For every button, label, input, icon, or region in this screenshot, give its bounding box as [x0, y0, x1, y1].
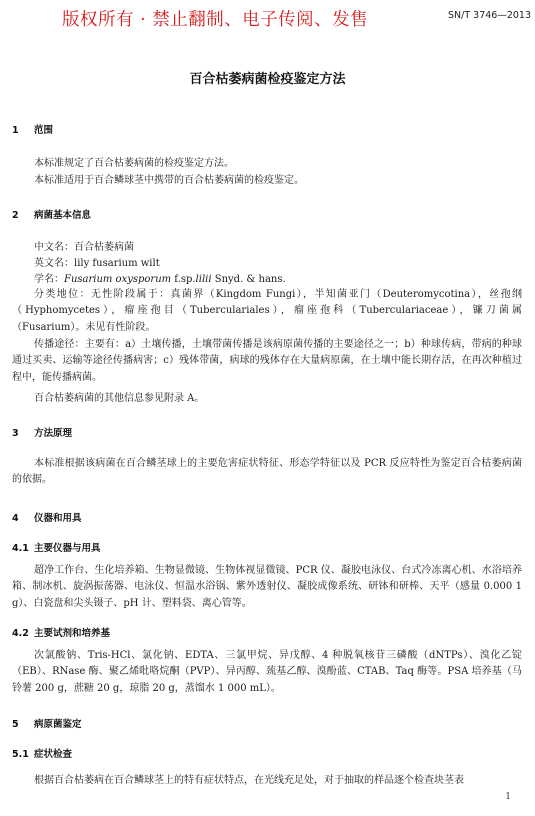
transmission-paragraph: 传播途径：主要有：a）土壤传播，土壤带菌传播是该病原菌传播的主要途径之一；b）种球传病，带病的种球通过买卖、运输等途径传播病害；c）残体带菌，病球的残体存在大量病原菌，在土壤中能长期存活，在再次种植过程中，能传播病菌。 [12, 339, 522, 383]
section-number: 5 [12, 719, 19, 730]
section-title: 病原菌鉴定 [34, 719, 82, 730]
instruments-paragraph: 超净工作台、生化培养箱、生物显微镜、生物体视显微镜、PCR 仪、凝胶电泳仪、台式冷冻离心机、水浴培养箱、制冰机、旋涡振荡器、电泳仪、恒温水浴锅、紫外透射仪、凝胶成像系统、研钵和研棒、天平（感量 0.000 1 g）、白瓷盘和尖头镊子、pH 计、塑料袋、离心管等。 [12, 565, 522, 609]
scientific-name [34, 270, 286, 285]
symptom-paragraph: 根据百合枯萎病在百合鳞球茎上的特有症状特点，在光线充足处，对于抽取的样品逐个检查块茎表 [34, 775, 464, 786]
section-title: 症状检查 [34, 749, 73, 760]
section-5-heading [12, 716, 82, 730]
section-title: 病菌基本信息 [34, 210, 92, 221]
standard-number: SN/T 3746—2013 [448, 10, 532, 21]
section-number: 4.1 [12, 543, 29, 554]
section-title: 仪器和用具 [34, 513, 82, 524]
scope-paragraph-2: 本标准适用于百合鳞球茎中携带的百合枯萎病菌的检疫鉴定。 [34, 175, 304, 186]
sci-author: Snyd. & hans. [211, 274, 286, 285]
section-number: 2 [12, 210, 19, 221]
section-number: 4 [12, 513, 19, 524]
sci-rest: f.sp. [171, 274, 196, 285]
section-number: 5.1 [12, 749, 29, 760]
section-2-heading [12, 207, 91, 221]
page-number: 1 [505, 792, 511, 802]
sci-genus: Fusarium oxysporum [64, 274, 172, 285]
section-title: 主要试剂和培养基 [34, 628, 111, 639]
sci-prefix: 学名： [34, 274, 64, 285]
scope-paragraph-1: 本标准规定了百合枯萎病菌的检疫鉴定方法。 [34, 158, 234, 169]
principle-paragraph: 本标准根据该病菌在百合鳞茎球上的主要危害症状特征、形态学特征以及 PCR 反应特性为鉴定百合枯萎病菌的依据。 [12, 458, 522, 486]
section-title: 主要仪器与用具 [34, 543, 101, 554]
section-4-2-heading [12, 625, 110, 639]
taxonomy-paragraph: 分类地位：无性阶段属于：真菌界（Kingdom Fungi），半知菌亚门（Deuteromycotina），丝孢纲（Hyphomycetes），瘤座孢目（Tuberculariales），瘤座孢科（Tuberculariaceae），镰刀菌属（Fusarium）。未见有性阶段。 [12, 289, 522, 333]
section-number: 1 [12, 125, 19, 136]
chinese-name: 中文名：百合枯萎病菌 [34, 242, 134, 253]
section-number: 3 [12, 428, 19, 439]
section-3-heading [12, 425, 72, 439]
section-4-heading [12, 510, 82, 524]
section-4-1-heading [12, 540, 101, 554]
section-5-1-heading [12, 746, 72, 760]
section-number: 4.2 [12, 628, 29, 639]
section-title: 方法原理 [34, 428, 73, 439]
appendix-reference: 百合枯萎病菌的其他信息参见附录 A。 [34, 393, 205, 404]
sci-lilii: lilii [195, 274, 212, 285]
english-name: 英文名：lily fusarium wilt [34, 258, 160, 269]
section-title: 范围 [34, 125, 54, 136]
document-title: 百合枯萎病菌检疫鉴定方法 [189, 72, 346, 87]
section-1-heading [12, 122, 53, 136]
reagents-paragraph: 次氯酸钠、Tris-HCl、氯化钠、EDTA、三氯甲烷、异戊醇、4 种脱氧核苷三磷酸（dNTPs）、溴化乙锭（EB）、RNase 酶、聚乙烯吡咯烷酮（PVP）、异丙醇、巯基乙醇、溴酚蓝、CTAB、Taq 酶等。PSA 培养基（马铃薯 200 g，蔗糖 20 g，琼脂 20 g，蒸馏水 1 000 mL）。 [12, 650, 522, 694]
copyright-watermark: 版权所有 · 禁止翻制、电子传阅、发售 [62, 10, 369, 30]
